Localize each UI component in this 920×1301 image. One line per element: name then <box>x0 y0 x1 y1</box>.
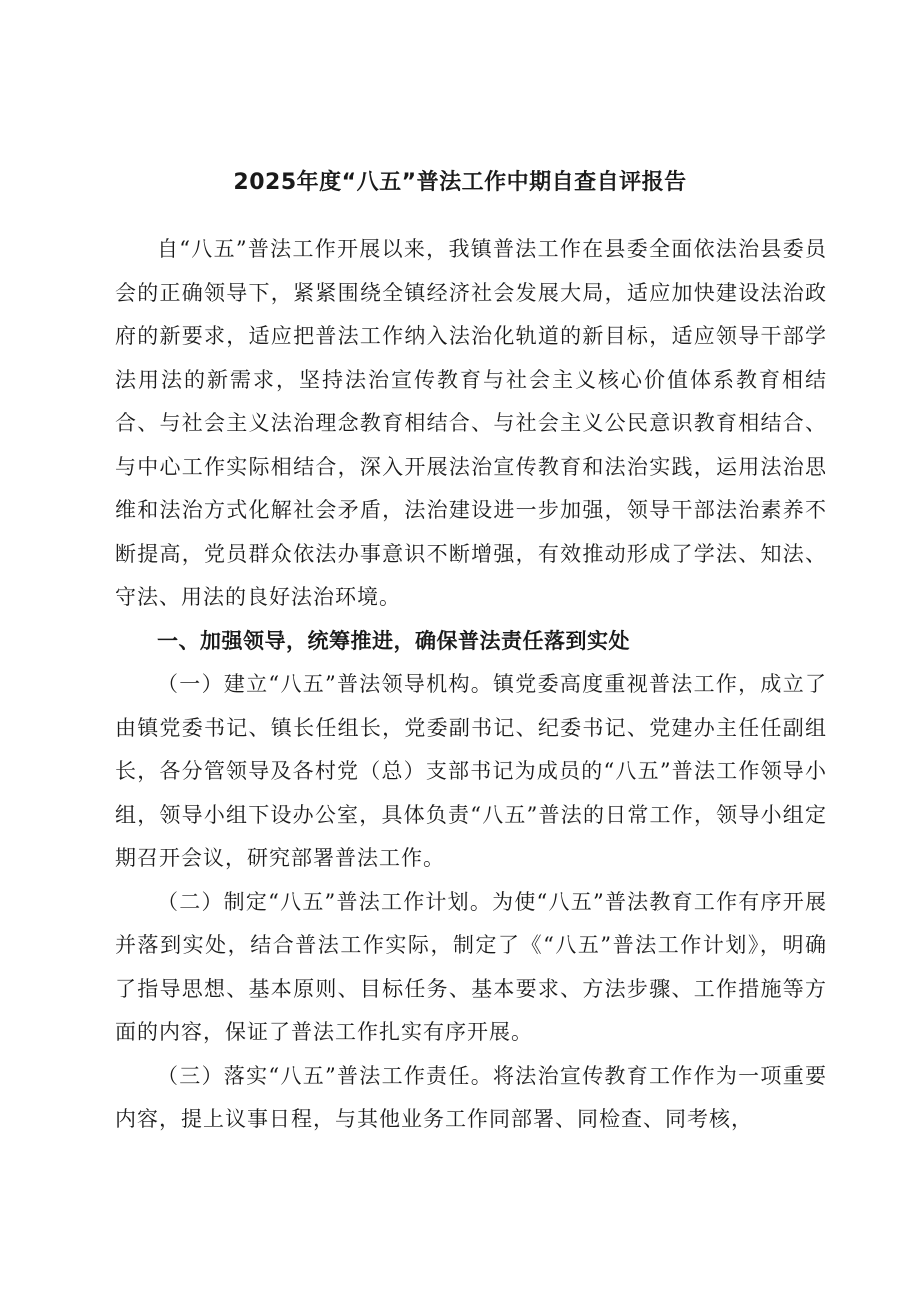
paragraph-1: （一）建立“八五”普法领导机构。镇党委高度重视普法工作，成立了由镇党委书记、镇长任组长，党委副书记、纪委书记、党建办主任任副组长，各分管领导及各村党（总）支部书记为成员的“八五”普法工作领导小组，领导小组下设办公室，具体负责“八五”普法的日常工作，领导小组定期召开会议，研究部署普法工作。 <box>115 672 827 870</box>
paragraph-3: （三）落实“八五”普法工作责任。将法治宣传教育工作作为一项重要内容，提上议事日程，与其他业务工作同部署、同检查、同考核， <box>115 1063 827 1131</box>
paragraph-2: （二）制定“八五”普法工作计划。为使“八五”普法教育工作有序开展并落到实处，结合普法工作实际，制定了《“八五”普法工作计划》，明确了指导思想、基本原则、目标任务、基本要求、方法步骤、工作措施等方面的内容，保证了普法工作扎实有序开展。 <box>115 889 827 1044</box>
section-heading: 一、加强领导，统筹推进，确保普法责任落到实处 <box>157 628 630 653</box>
intro-paragraph: 自“八五”普法工作开展以来，我镇普法工作在县委全面依法治县委员会的正确领导下，紧紧围绕全镇经济社会发展大局，适应加快建设法治政府的新要求，适应把普法工作纳入法治化轨道的新目标，适应领导干部学法用法的新需求，坚持法治宣传教育与社会主义核心价值体系教育相结合、与社会主义法治理念教育相结合、与社会主义公民意识教育相结合、与中心工作实际相结合，深入开展法治宣传教育和法治实践，运用法治思维和法治方式化解社会矛盾，法治建设进一步加强，领导干部法治素养不断提高，党员群众依法办事意识不断增强，有效推动形成了学法、知法、守法、用法的良好法治环境。 <box>115 237 827 609</box>
document-title: 2025年度“八五”普法工作中期自查自评报告 <box>233 170 687 195</box>
document-body <box>115 228 827 1142</box>
